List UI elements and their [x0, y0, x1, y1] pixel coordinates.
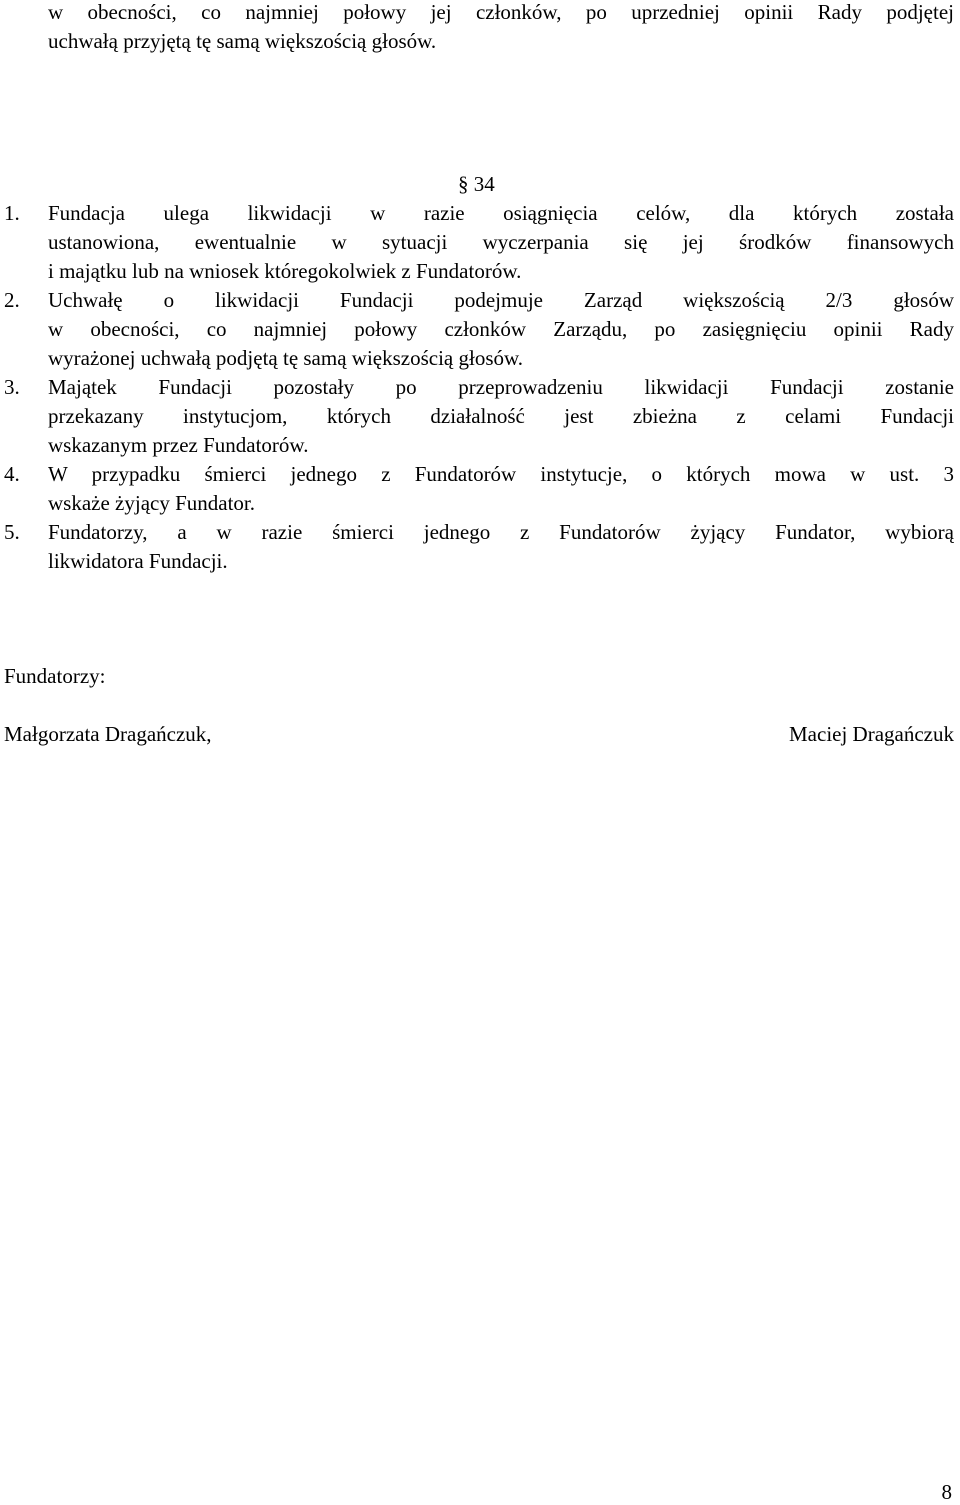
founder-name: Maciej Dragańczuk: [789, 722, 954, 746]
founder-name: Małgorzata Dragańczuk,: [4, 722, 212, 746]
text-line: Fundatorzy, a w razie śmierci jednego z Fundatorów żyjący Fundator, wybiorą: [48, 520, 954, 544]
text-line: w obecności, co najmniej połowy jej członków, po uprzedniej opinii Rady podjętej: [48, 0, 954, 24]
text-line: Majątek Fundacji pozostały po przeprowadzeniu likwidacji Fundacji zostanie: [48, 375, 954, 399]
text-line: ustanowiona, ewentualnie w sytuacji wyczerpania się jej środków finansowych: [48, 230, 954, 254]
text-line: Uchwałę o likwidacji Fundacji podejmuje Zarząd większością 2/3 głosów: [48, 288, 954, 312]
text-line: uchwałą przyjętą tę samą większością głosów.: [48, 29, 437, 53]
text-line: przekazany instytucjom, których działalność jest zbieżna z celami Fundacji: [48, 404, 954, 428]
text-line: wyrażonej uchwałą podjętą tę samą większością głosów.: [48, 346, 524, 370]
text-line: w obecności, co najmniej połowy członków Zarządu, po zasięgnięciu opinii Rady: [48, 317, 954, 341]
list-item: [48, 518, 954, 576]
text-line: Fundacja ulega likwidacji w razie osiągnięcia celów, dla których została: [48, 201, 954, 225]
item-number: 1.: [4, 201, 20, 225]
text-line: wskaże żyjący Fundator.: [48, 491, 256, 515]
text-line: W przypadku śmierci jednego z Fundatorów instytucje, o których mowa w ust. 3: [48, 462, 954, 486]
list-item: [48, 460, 954, 518]
list-item: [48, 286, 954, 373]
item-number: 2.: [4, 288, 20, 312]
text-line: wskazanym przez Fundatorów.: [48, 433, 309, 457]
continuation-paragraph: [48, 0, 954, 56]
item-number: 4.: [4, 462, 20, 486]
section-heading: § 34: [458, 172, 495, 196]
text-line: likwidatora Fundacji.: [48, 549, 228, 573]
item-number: 3.: [4, 375, 20, 399]
page-number: 8: [941, 1480, 952, 1504]
founders-label: Fundatorzy:: [4, 664, 106, 688]
list-item: [48, 199, 954, 286]
list-item: [48, 373, 954, 460]
text-line: i majątku lub na wniosek któregokolwiek z Fundatorów.: [48, 259, 522, 283]
item-number: 5.: [4, 520, 20, 544]
